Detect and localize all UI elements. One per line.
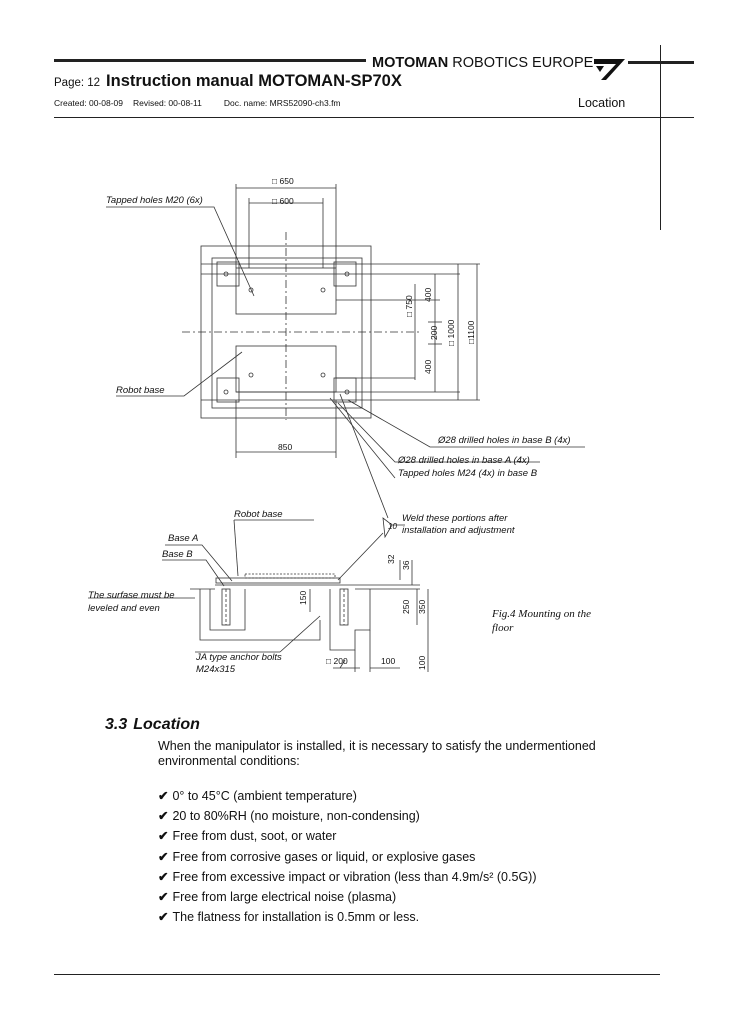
dim-850: 850 bbox=[278, 442, 293, 452]
list-item: ✔ Free from large electrical noise (plasma) bbox=[158, 889, 397, 904]
dim-1000: □ 1000 bbox=[446, 319, 456, 346]
section-intro: When the manipulator is installed, it is necessary to satisfy the undermentioned environmental conditions: bbox=[158, 739, 596, 768]
dim-650: □ 650 bbox=[272, 176, 294, 186]
list-item: ✔ Free from excessive impact or vibration (less than 4.9m/s² (0.5G)) bbox=[158, 869, 537, 884]
dim-100-vertical: 100 bbox=[417, 655, 427, 670]
label-drilled-base-a: Ø28 drilled holes in base A (4x) bbox=[398, 455, 530, 466]
label-drilled-base-b: Ø28 drilled holes in base B (4x) bbox=[438, 435, 571, 446]
dim-600: □ 600 bbox=[272, 196, 294, 206]
dim-250: 250 bbox=[401, 599, 411, 614]
company-name: MOTOMAN ROBOTICS EUROPE bbox=[372, 55, 594, 71]
check-icon: ✔ bbox=[158, 789, 169, 803]
label-weld-line2: installation and adjustment bbox=[402, 525, 515, 536]
label-base-a: Base A bbox=[168, 533, 199, 544]
check-icon: ✔ bbox=[158, 829, 169, 844]
section-number: 3.3 bbox=[105, 716, 128, 733]
doc-name: Doc. name: MRS52090-ch3.fm bbox=[223, 98, 341, 108]
check-icon: ✔ bbox=[158, 889, 169, 904]
dim-350: 350 bbox=[417, 599, 427, 614]
dim-400-top: 400 bbox=[423, 287, 433, 302]
page-number: Page: 12 bbox=[54, 77, 101, 89]
list-item: ✔ Free from dust, soot, or water bbox=[158, 829, 337, 844]
dim-100-horizontal: 100 bbox=[381, 656, 396, 666]
list-item: ✔ 20 to 80%RH (no moisture, non-condensing) bbox=[158, 809, 420, 824]
label-robot-base-top: Robot base bbox=[116, 385, 165, 396]
label-weld-size: 10 bbox=[388, 522, 397, 531]
figure-caption-line1: Fig.4 Mounting on the bbox=[492, 608, 591, 620]
dim-400-bottom: 400 bbox=[423, 359, 433, 374]
label-base-b: Base B bbox=[162, 549, 193, 560]
check-icon: ✔ bbox=[158, 809, 169, 824]
revised-date: Revised: 00-08-11 bbox=[133, 98, 202, 108]
section-header: Location bbox=[578, 96, 626, 110]
label-anchor-line1: JA type anchor bolts bbox=[196, 652, 282, 663]
dim-36: 36 bbox=[401, 560, 411, 570]
dim-150: 150 bbox=[298, 590, 308, 605]
dim-32: 32 bbox=[386, 554, 396, 564]
list-item: ✔ 0° to 45°C (ambient temperature) bbox=[158, 789, 357, 803]
figure-caption bbox=[492, 607, 622, 635]
conditions-list bbox=[158, 786, 537, 927]
label-anchor-line2: M24x315 bbox=[196, 664, 236, 675]
label-robot-base-side: Robot base bbox=[234, 509, 283, 520]
created-date: Created: 00-08-09 bbox=[54, 98, 123, 108]
manual-title: Instruction manual MOTOMAN-SP70X bbox=[106, 72, 402, 90]
dim-200: 200 bbox=[429, 325, 439, 340]
footer-rule bbox=[54, 974, 660, 975]
label-surface-line1: The surfase must be bbox=[88, 590, 175, 601]
figure-caption-line2: floor bbox=[492, 622, 514, 634]
check-icon: ✔ bbox=[158, 869, 169, 884]
label-tapped-m24: Tapped holes M24 (4x) in base B bbox=[398, 468, 538, 479]
check-icon: ✔ bbox=[158, 849, 169, 864]
check-icon: ✔ bbox=[158, 910, 169, 925]
label-weld-line1: Weld these portions after bbox=[402, 513, 508, 524]
section-title: Location bbox=[133, 716, 200, 733]
list-item: ✔ Free from corrosive gases or liquid, or explosive gases bbox=[158, 849, 476, 864]
dim-200-side: □ 200 bbox=[326, 656, 348, 666]
label-tapped-holes-m20: Tapped holes M20 (6x) bbox=[106, 195, 203, 206]
dim-1100: □1100 bbox=[466, 320, 476, 344]
dim-750: □ 750 bbox=[404, 295, 414, 317]
label-surface-line2: leveled and even bbox=[88, 603, 160, 614]
list-item: ✔ The flatness for installation is 0.5mm or less. bbox=[158, 910, 420, 925]
section-heading bbox=[105, 716, 200, 734]
